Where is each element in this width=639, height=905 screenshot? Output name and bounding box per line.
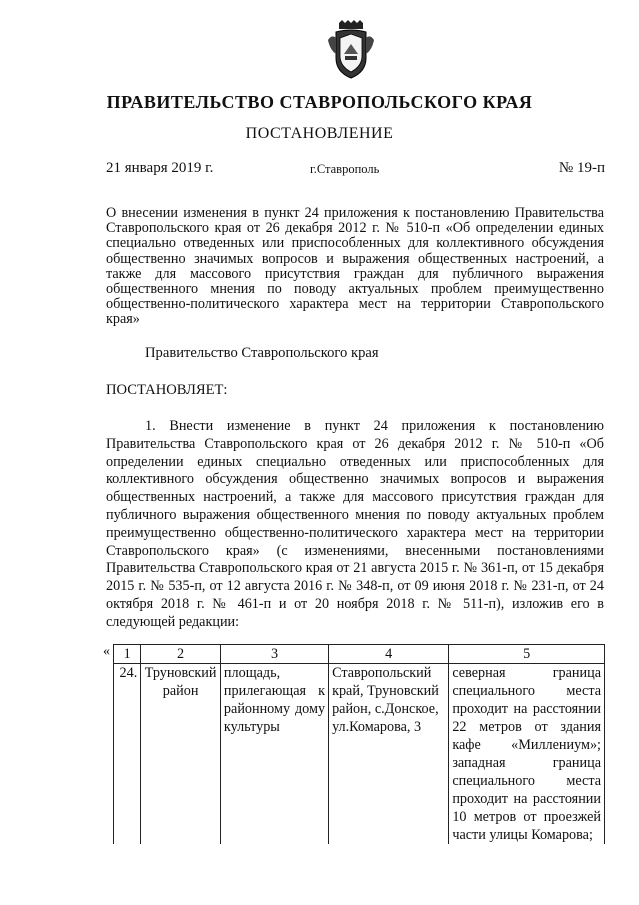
row-address-cell: Ставропольский край, Труновский район, с.Донское, ул.Комарова, 3 [329, 664, 449, 845]
table-row [114, 664, 605, 845]
table-header-cell: 3 [220, 645, 328, 664]
resolves-heading: ПОСТАНОВЛЯЕТ: [106, 382, 228, 398]
document-type: ПОСТАНОВЛЕНИЕ [245, 125, 394, 142]
coat-of-arms-emblem [326, 20, 376, 82]
opening-quote-mark: « [103, 644, 110, 659]
table-header-row [114, 645, 605, 664]
clause-1 [106, 418, 604, 632]
row-number-cell: 24. [114, 664, 141, 845]
document-city: г.Ставрополь [310, 162, 380, 176]
row-boundaries-cell: северная граница специального места проходит на расстоянии 22 метров от здания кафе «Миллениум»; западная граница специального места проходит на расстоянии 10 метров от проезжей части улицы Комарова; [449, 664, 605, 845]
government-title: ПРАВИТЕЛЬСТВО СТАВРОПОЛЬСКОГО КРАЯ [106, 92, 533, 112]
document-number: № 19-п [558, 160, 605, 176]
table-header-cell: 1 [114, 645, 141, 664]
row-district-cell: Труновский район [141, 664, 221, 845]
document-date: 21 января 2019 г. [106, 160, 214, 176]
table-header-cell: 4 [329, 645, 449, 664]
issuer-line: Правительство Ставропольского края [145, 345, 379, 361]
document-subject: О внесении изменения в пункт 24 приложения к постановлению Правительства Ставропольского края от 26 декабря 2012 г. № 510-п «Об определении единых специально отведенных или приспособленных для коллективного обсуждения общественно значимых вопросов и выражения общественных настроений, а также для массового присутствия граждан для публичного выражения общественного мнения по поводу актуальных проблем преимущественно общественно-политического характера мест на территории Ставропольского края» [106, 205, 604, 328]
table-header-cell: 5 [449, 645, 605, 664]
amendment-table [113, 644, 605, 844]
row-place-cell: площадь, прилегающая к районному дому культуры [220, 664, 328, 845]
clause-1-text: 1. Внести изменение в пункт 24 приложения к постановлению Правительства Ставропольского края от 26 декабря 2012 г. № 510-п «Об определении единых специально отведенных или приспособленных для коллективного обсуждения общественно значимых вопросов и выражения общественных настроений, а также для массового присутствия граждан для публичного выражения общественного мнения по поводу актуальных проблем преимущественно общественно-политического характера мест на территории Ставропольского края» (с изменениями, внесенными постановлениями Правительства Ставропольского края от 21 августа 2015 г. № 361-п, от 15 декабря 2015 г. № 535-п, от 12 августа 2016 г. № 348-п, от 09 июня 2018 г. № 231-п, от 24 октября 2018 г. № 461-п и от 20 ноября 2018 г. № 511-п), изложив его в следующей редакции: [106, 418, 604, 630]
table-header-cell: 2 [141, 645, 221, 664]
